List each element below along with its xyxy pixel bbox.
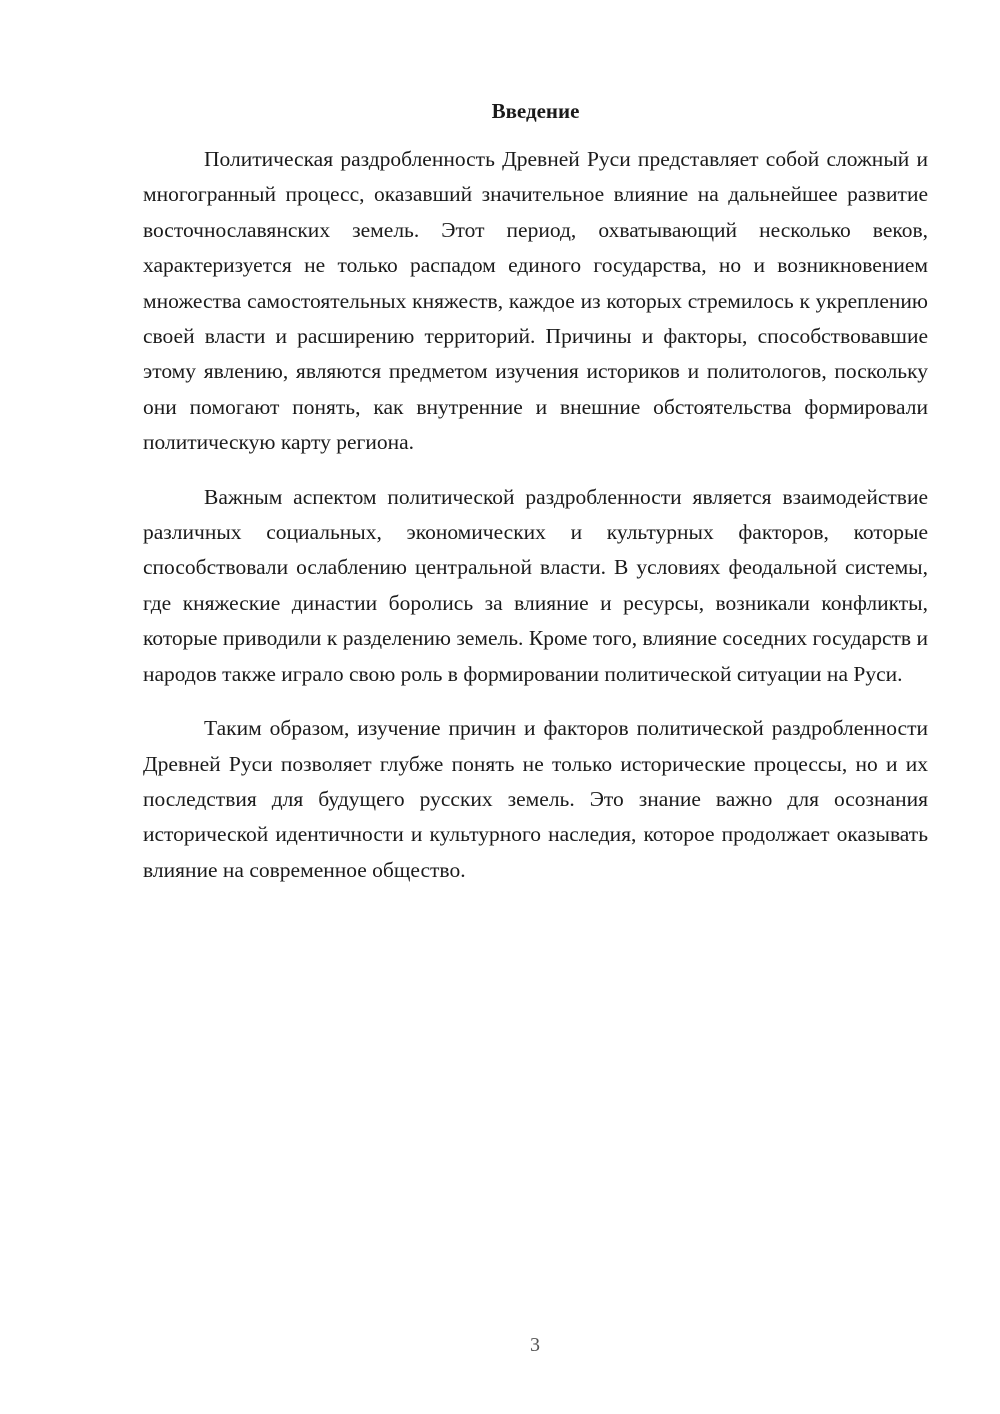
- body-text: [143, 142, 928, 907]
- section-title: Введение: [491, 99, 580, 123]
- paragraph-2: Важным аспектом политической раздробленности является взаимодействие различных социальных, экономических и культурных факторов, которые способствовали ослаблению центральной власти. В условиях феодальной системы, где княжеские династии боролись за влияние и ресурсы, возникали конфликты, которые приводили к разделению земель. Кроме того, влияние соседних государств и народов также играло свою роль в формировании политической ситуации на Руси.: [143, 484, 928, 686]
- paragraph-3: Таким образом, изучение причин и факторов политической раздробленности Древней Руси позволяет глубже понять не только исторические процессы, но и их последствия для будущего русских земель. Это знание важно для осознания исторической идентичности и культурного наследия, которое продолжает оказывать влияние на современное общество.: [143, 716, 928, 882]
- paragraph-1: Политическая раздробленность Древней Руси представляет собой сложный и многогранный процесс, оказавший значительное влияние на дальнейшее развитие восточнославянских земель. Этот период, охватывающий несколько веков, характеризуется не только распадом единого государства, но и возникновением множества самостоятельных княжеств, каждое из которых стремилось к укреплению своей власти и расширению территорий. Причины и факторы, способствовавшие этому явлению, являются предметом изучения историков и политологов, поскольку они помогают понять, как внутренние и внешние обстоятельства формировали политическую карту региона.: [143, 147, 928, 455]
- page-number: 3: [530, 1334, 540, 1356]
